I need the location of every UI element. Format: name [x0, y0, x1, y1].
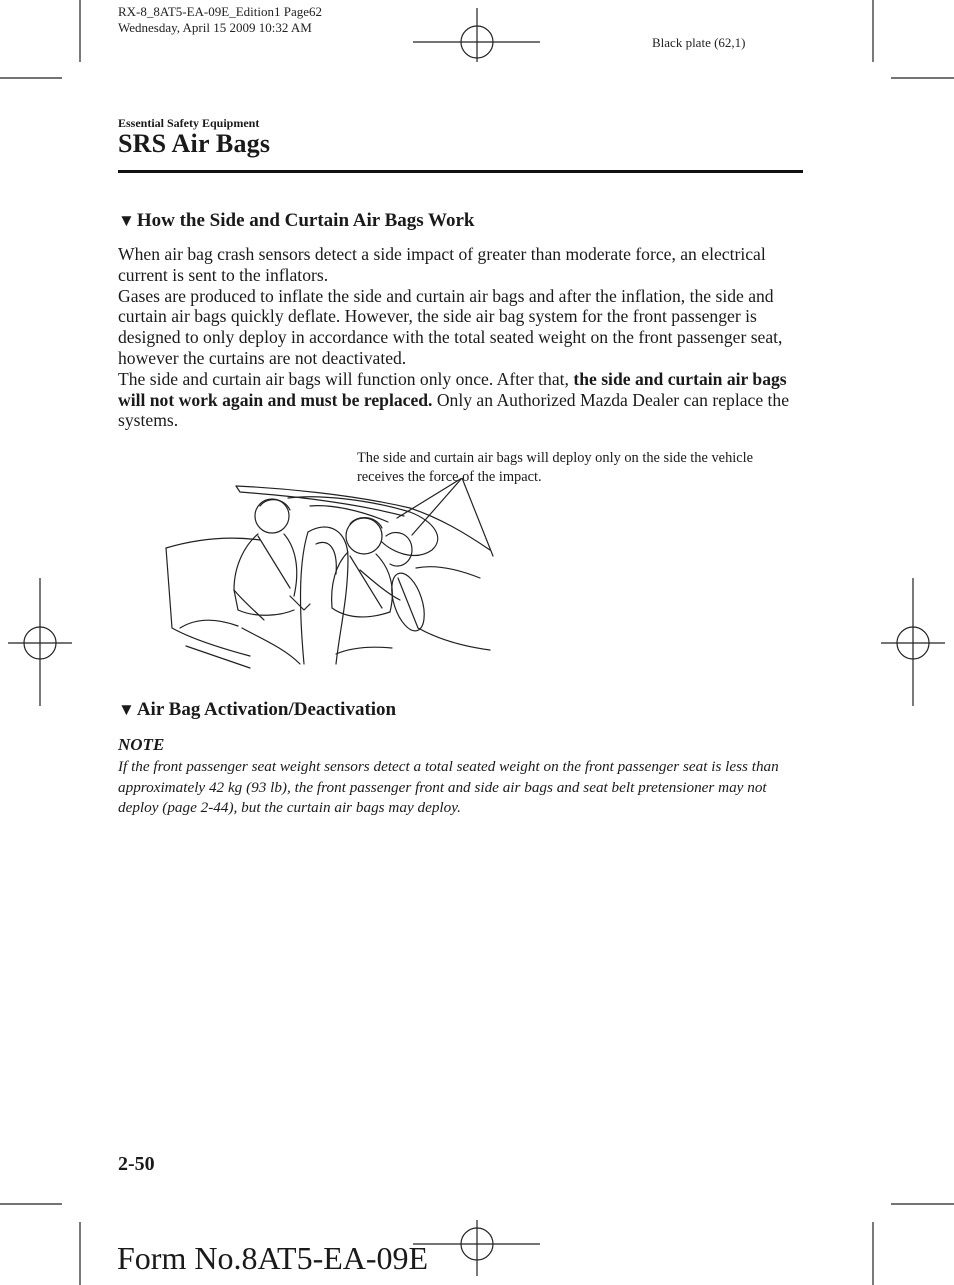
- page-title: SRS Air Bags: [118, 129, 271, 158]
- paragraph-3: The side and curtain air bags will function only once. After that, the side and curtain air bags will not work again and must be replaced. Only an Authorized Mazda Dealer can replace the systems.: [118, 368, 790, 431]
- title-rule: [118, 170, 803, 173]
- triangle-down-icon: ▼: [118, 211, 135, 230]
- section-label: Essential Safety Equipment: [118, 116, 260, 130]
- paragraph-1: When air bag crash sensors detect a side impact of greater than moderate force, an electrical current is sent to the inflators.: [118, 244, 766, 285]
- plate-label: Black plate (62,1): [652, 35, 746, 50]
- heading-text: How the Side and Curtain Air Bags Work: [136, 210, 475, 231]
- print-header: [118, 4, 322, 36]
- paragraph-2: Gases are produced to inflate the side and curtain air bags and after the inflation, the side and curtain air bags quickly deflate. However, the side air bag system for the front passenger is designed to only deploy in accordance with the total seated weight on the front passenger seat, however the curtains are not deactivated.: [118, 285, 783, 368]
- file-line: RX-8_8AT5-EA-09E_Edition1 Page62: [118, 4, 323, 19]
- note-label: NOTE: [118, 735, 165, 754]
- airbag-deployment-illustration: [160, 478, 500, 670]
- heading-side-curtain: [118, 210, 475, 232]
- heading-activation: [118, 699, 396, 721]
- page-number: 2-50: [118, 1153, 155, 1175]
- form-number: Form No.8AT5-EA-09E: [117, 1240, 429, 1276]
- warning-bold: the side and curtain air bags will not work again and must be replaced.: [118, 368, 787, 410]
- illustration-caption: The side and curtain air bags will deploy only on the side the vehicle receives the force of the impact.: [357, 450, 754, 485]
- triangle-down-icon: ▼: [118, 700, 135, 719]
- body-text: [118, 244, 808, 431]
- date-line: Wednesday, April 15 2009 10:32 AM: [118, 20, 312, 35]
- note-text: If the front passenger seat weight sensors detect a total seated weight on the front passenger seat is less than approximately 42 kg (93 lb), the front passenger front and side air bags and seat belt pretensioner may not deploy (page 2-44), but the curtain air bags may deploy.: [118, 758, 779, 817]
- heading-text: Air Bag Activation/Deactivation: [136, 699, 397, 720]
